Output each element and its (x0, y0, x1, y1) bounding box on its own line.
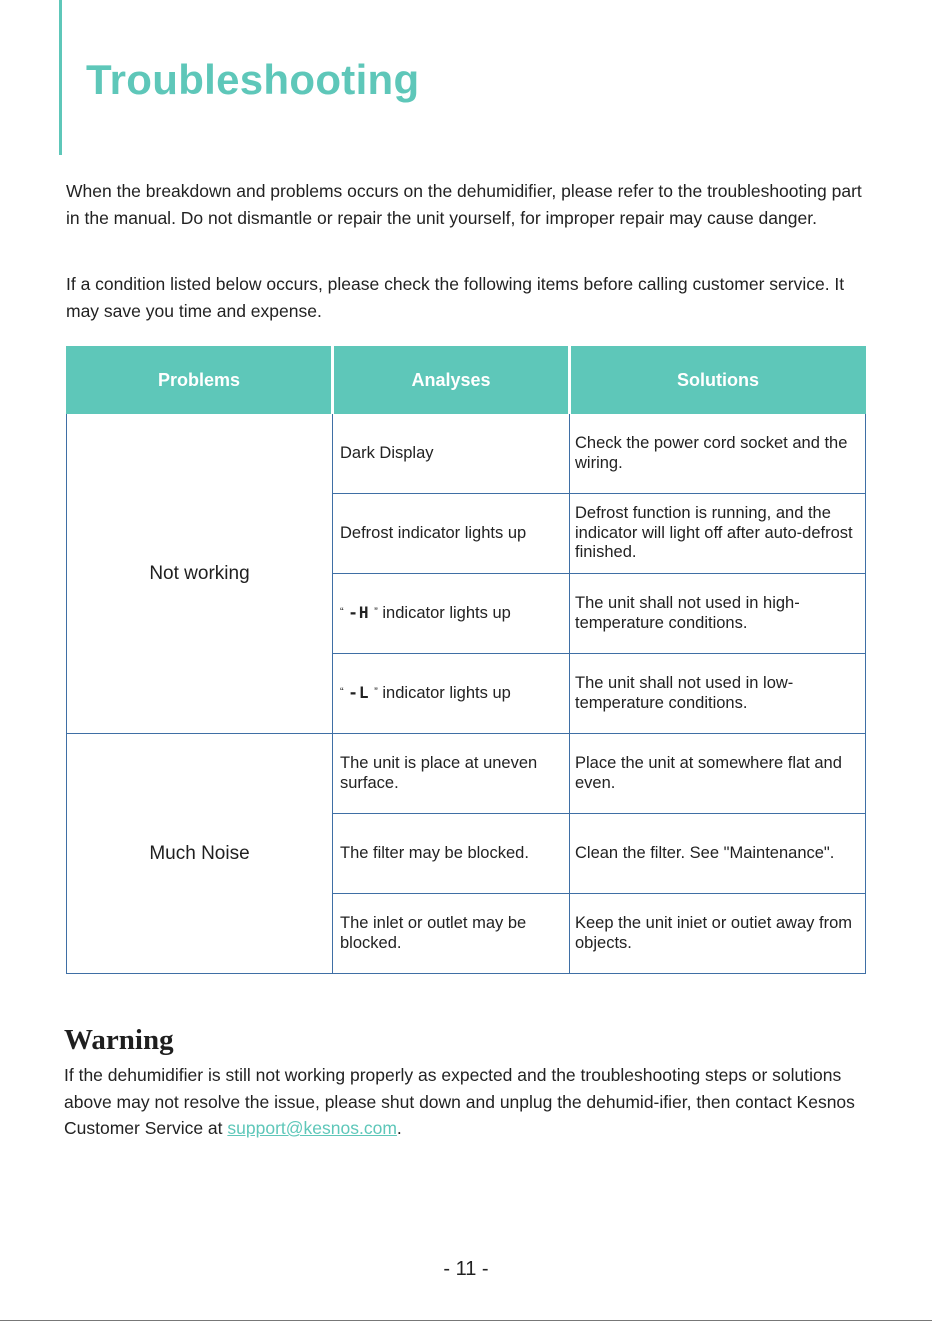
intro-paragraph-1: When the breakdown and problems occurs on the dehumidifier, please refer to the troubleshooting part in the manual. Do not dismantle or repair the unit yourself, for improper repair may cause danger. (66, 181, 862, 228)
solution-cell: Place the unit at somewhere flat and even. (570, 734, 866, 814)
table-row (67, 414, 866, 494)
solution-cell: The unit shall not used in low-temperature conditions. (570, 654, 866, 734)
page-title: Troubleshooting (86, 56, 420, 103)
warning-text: If the dehumidifier is still not working properly as expected and the troubleshooting steps or solutions above may not resolve the issue, please shut down and unplug the dehumid-ifier, then contact Kesnos Customer Service at (64, 1065, 855, 1138)
analysis-cell: The inlet or outlet may be blocked. (333, 894, 570, 974)
analysis-cell: The unit is place at uneven surface. (333, 734, 570, 814)
header-analyses: Analyses (333, 347, 570, 414)
solution-cell: Check the power cord socket and the wiring. (570, 414, 866, 494)
table-header-row (67, 347, 866, 414)
intro-paragraph-2: If a condition listed below occurs, please check the following items before calling customer service. It may save you time and expense. (66, 274, 845, 321)
display-code-l: -L (348, 683, 370, 703)
problem-not-working: Not working (67, 414, 333, 734)
analysis-cell: Defrost indicator lights up (333, 494, 570, 574)
analysis-cell: “ -L ” indicator lights up (333, 654, 570, 734)
analysis-cell: The filter may be blocked. (333, 814, 570, 894)
problem-much-noise: Much Noise (67, 734, 333, 974)
footer-divider (0, 1320, 932, 1321)
warning-heading: Warning (64, 1024, 174, 1056)
warning-paragraph (64, 1062, 874, 1142)
title-accent-bar (59, 0, 62, 155)
page-number: - 11 - (443, 1258, 489, 1280)
header-problems: Problems (67, 347, 333, 414)
troubleshooting-table (66, 346, 866, 974)
warning-text-end: . (396, 1118, 402, 1138)
header-solutions: Solutions (570, 347, 866, 414)
solution-cell: Defrost function is running, and the indicator will light off after auto-defrost finished. (570, 494, 866, 574)
table-row (67, 734, 866, 814)
support-email-link[interactable]: support@kesnos.com (227, 1118, 397, 1138)
display-code-h: -H (348, 603, 370, 623)
analysis-text: indicator lights up (382, 604, 511, 623)
solution-cell: The unit shall not used in high-temperature conditions. (570, 574, 866, 654)
analysis-text: indicator lights up (382, 684, 511, 703)
solution-cell: Keep the unit iniet or outiet away from objects. (570, 894, 866, 974)
solution-cell: Clean the filter. See "Maintenance". (570, 814, 866, 894)
analysis-cell: Dark Display (333, 414, 570, 494)
analysis-cell: “ -H ” indicator lights up (333, 574, 570, 654)
